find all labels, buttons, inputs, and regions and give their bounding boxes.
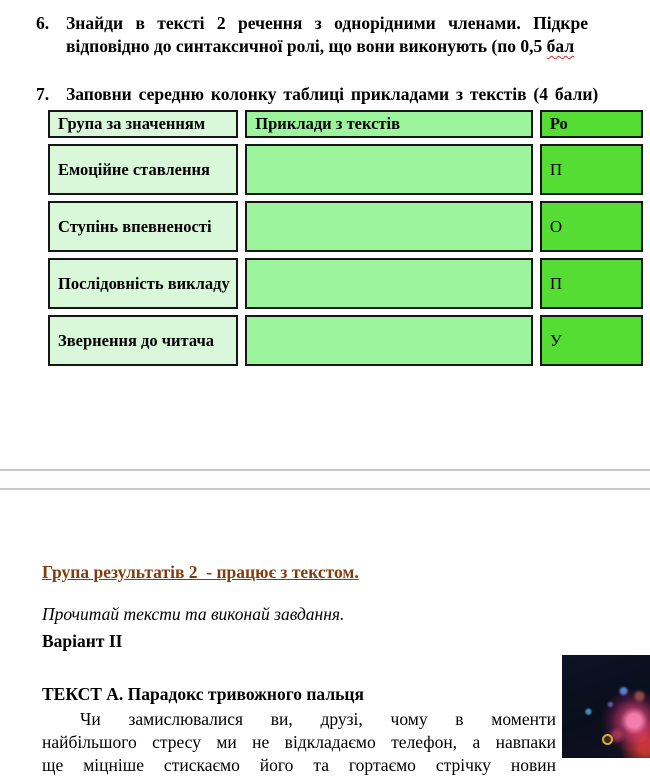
header-role-clipped: Ро <box>540 110 643 138</box>
table-row <box>48 144 643 195</box>
item-6-line-2 <box>66 36 574 57</box>
role-cell-clipped: П <box>540 258 643 309</box>
gold-ring-shape <box>602 734 613 745</box>
group-cell: Емоційне ставлення <box>48 144 238 195</box>
paragraph-line-3-partial: ще міцніше стискаємо його та гортаємо стрічку новин <box>42 755 556 775</box>
item-7-number: 7. <box>36 84 50 104</box>
header-examples-from-texts: Приклади з текстів <box>245 110 533 138</box>
spellcheck-flagged-word: бал <box>546 36 575 56</box>
paragraph-line-2: найбільшого стресу ми не відкладаємо телефон, а навпаки <box>42 732 556 752</box>
adverb-groups-table <box>41 104 650 372</box>
examples-fill-in-cell[interactable] <box>245 258 533 309</box>
item-6-number: 6. <box>36 13 50 33</box>
role-cell-clipped: П <box>540 144 643 195</box>
table-row <box>48 201 643 252</box>
header-group-by-meaning: Група за значенням <box>48 110 238 138</box>
illustration-image <box>562 655 650 758</box>
item-6-line-1: Знайди в тексті 2 речення з однорідними членами. Підкре <box>66 13 589 33</box>
item-6-line-2-text: відповідно до синтаксичної ролі, що вони виконують (по 0,5 <box>66 36 547 56</box>
results-group-heading: Група результатів 2 - працює з текстом. <box>42 562 359 582</box>
group-cell: Звернення до читача <box>48 315 238 366</box>
item-7-text: Заповни середню колонку таблиці прикладами з текстів (4 бали) <box>66 84 599 104</box>
text-a-paragraph <box>42 708 556 777</box>
group-cell: Ступінь впевненості <box>48 201 238 252</box>
examples-fill-in-cell[interactable] <box>245 144 533 195</box>
table-row <box>48 258 643 309</box>
table-row <box>48 315 643 366</box>
variant-label: Варіант II <box>42 631 123 651</box>
instruction-line: Прочитай тексти та виконай завдання. <box>42 604 345 624</box>
examples-fill-in-cell[interactable] <box>245 201 533 252</box>
role-cell-clipped: У <box>540 315 643 366</box>
role-cell-clipped: О <box>540 201 643 252</box>
examples-fill-in-cell[interactable] <box>245 315 533 366</box>
paragraph-line-1: Чи замислювалися ви, друзі, чому в моменти <box>80 709 556 729</box>
table-header-row <box>48 110 643 138</box>
text-a-title: ТЕКСТ А. Парадокс тривожного пальця <box>42 684 364 704</box>
group-cell: Послідовність викладу <box>48 258 238 309</box>
page-break-divider <box>0 469 650 490</box>
